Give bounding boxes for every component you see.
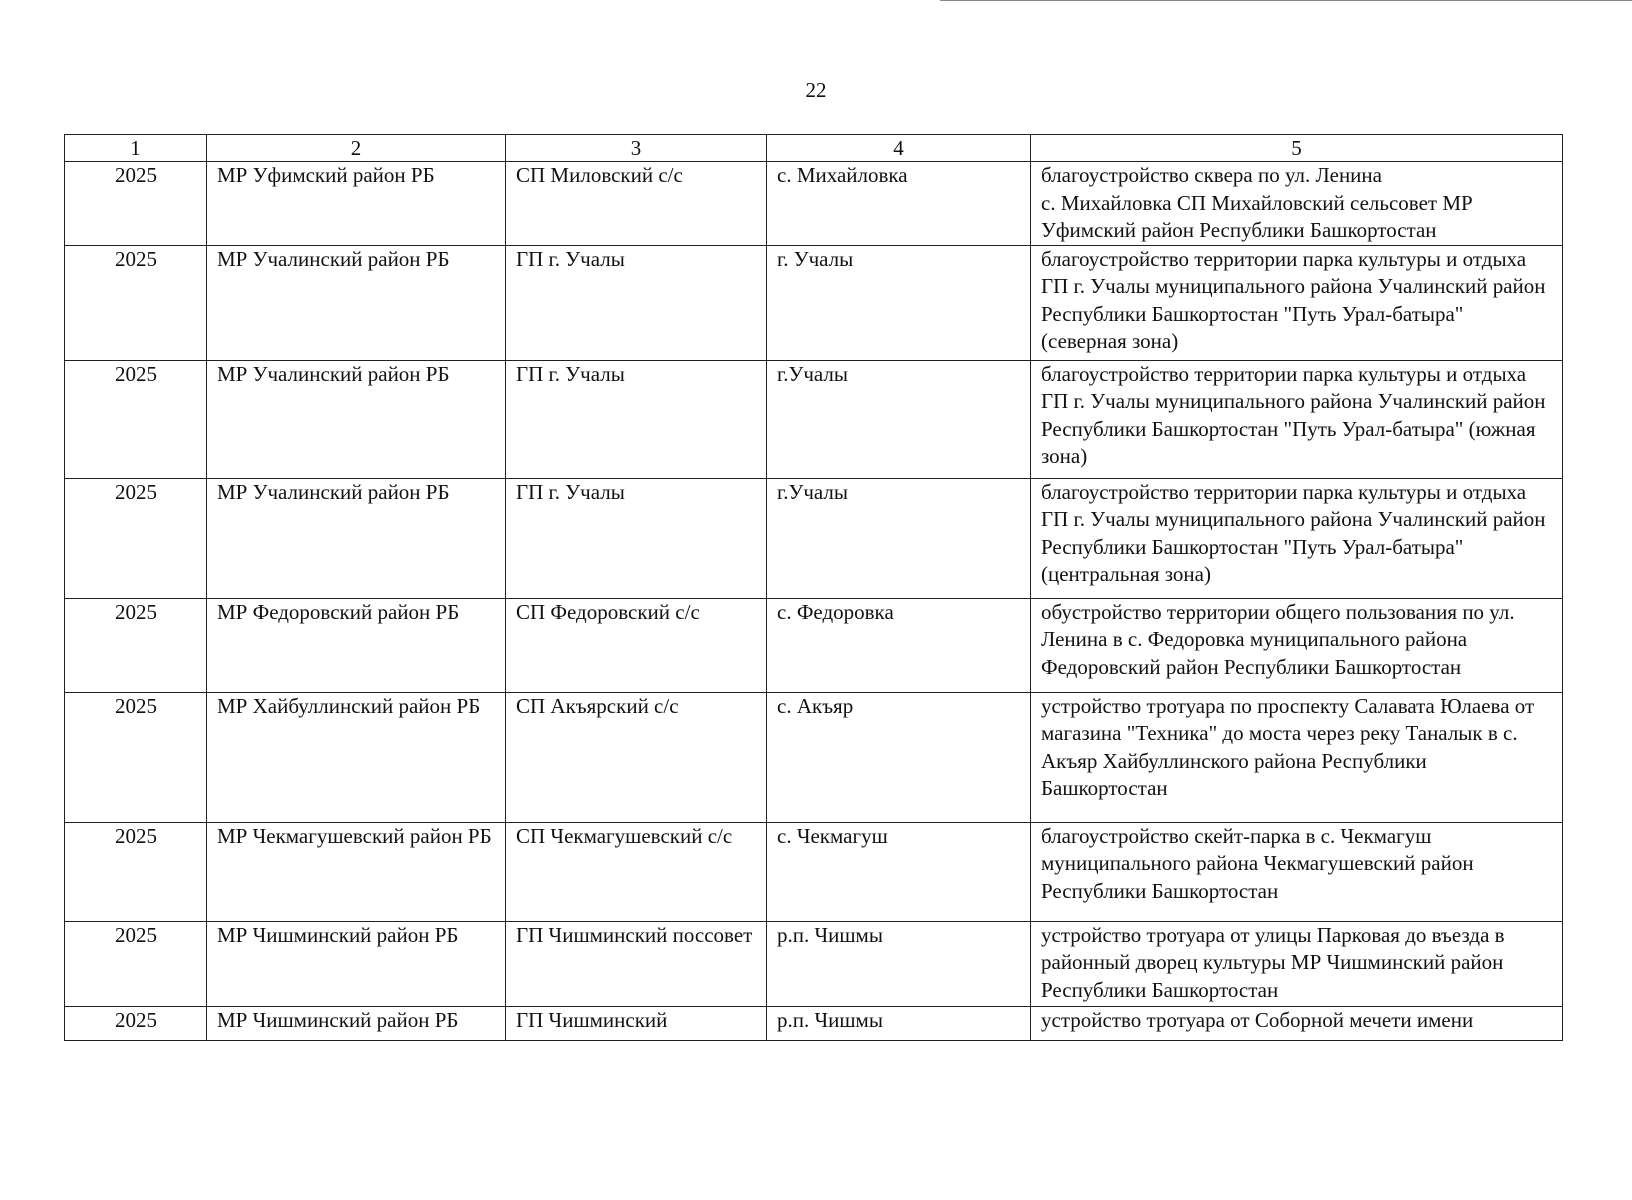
settlement-cell: ГП г. Учалы xyxy=(506,478,767,598)
locality-cell: г.Учалы xyxy=(767,478,1031,598)
year-cell: 2025 xyxy=(65,822,207,921)
district-cell: МР Чишминский район РБ xyxy=(207,921,506,1006)
column-header: 4 xyxy=(767,135,1031,162)
table-row xyxy=(65,478,1563,598)
column-header: 2 xyxy=(207,135,506,162)
page-number: 22 xyxy=(805,78,827,102)
table-row xyxy=(65,822,1563,921)
table-row xyxy=(65,162,1563,246)
year-cell: 2025 xyxy=(65,1006,207,1040)
locality-cell: с. Михайловка xyxy=(767,162,1031,246)
table-row xyxy=(65,360,1563,478)
description-cell: благоустройство территории парка культуры и отдыха ГП г. Учалы муниципального района Учалинский район Республики Башкортостан "Путь Урал-батыра" (северная зона) xyxy=(1031,245,1563,360)
table-row xyxy=(65,1006,1563,1040)
year-cell: 2025 xyxy=(65,162,207,246)
table-header-row xyxy=(65,135,1563,162)
year-cell: 2025 xyxy=(65,692,207,822)
locality-cell: р.п. Чишмы xyxy=(767,1006,1031,1040)
column-header: 1 xyxy=(65,135,207,162)
description-cell: благоустройство скейт-парка в с. Чекмагуш муниципального района Чекмагушевский район Республики Башкортостан xyxy=(1031,822,1563,921)
settlement-cell: СП Миловский с/с xyxy=(506,162,767,246)
projects-table xyxy=(64,134,1563,1041)
settlement-cell: ГП г. Учалы xyxy=(506,360,767,478)
year-cell: 2025 xyxy=(65,478,207,598)
settlement-cell: ГП Чишминский поссовет xyxy=(506,921,767,1006)
district-cell: МР Федоровский район РБ xyxy=(207,598,506,692)
locality-cell: с. Акъяр xyxy=(767,692,1031,822)
locality-cell: с. Чекмагуш xyxy=(767,822,1031,921)
table-row xyxy=(65,598,1563,692)
description-cell: благоустройство территории парка культуры и отдыха ГП г. Учалы муниципального района Учалинский район Республики Башкортостан "Путь Урал-батыра" (южная зона) xyxy=(1031,360,1563,478)
settlement-cell: ГП Чишминский xyxy=(506,1006,767,1040)
district-cell: МР Учалинский район РБ xyxy=(207,478,506,598)
scan-edge-line xyxy=(940,0,1632,1)
settlement-cell: СП Акъярский с/с xyxy=(506,692,767,822)
settlement-cell: СП Чекмагушевский с/с xyxy=(506,822,767,921)
settlement-cell: ГП г. Учалы xyxy=(506,245,767,360)
table-row xyxy=(65,245,1563,360)
year-cell: 2025 xyxy=(65,360,207,478)
year-cell: 2025 xyxy=(65,245,207,360)
locality-cell: г. Учалы xyxy=(767,245,1031,360)
settlement-cell: СП Федоровский с/с xyxy=(506,598,767,692)
locality-cell: с. Федоровка xyxy=(767,598,1031,692)
year-cell: 2025 xyxy=(65,598,207,692)
locality-cell: р.п. Чишмы xyxy=(767,921,1031,1006)
description-cell: благоустройство сквера по ул. Ленина с. Михайловка СП Михайловский сельсовет МР Уфимский район Республики Башкортостан xyxy=(1031,162,1563,246)
column-header: 3 xyxy=(506,135,767,162)
description-cell: устройство тротуара по проспекту Салавата Юлаева от магазина "Техника" до моста через реку Таналык в с. Акъяр Хайбуллинского района Республики Башкортостан xyxy=(1031,692,1563,822)
year-cell: 2025 xyxy=(65,921,207,1006)
description-cell: устройство тротуара от Соборной мечети имени xyxy=(1031,1006,1563,1040)
district-cell: МР Уфимский район РБ xyxy=(207,162,506,246)
district-cell: МР Учалинский район РБ xyxy=(207,360,506,478)
table-row xyxy=(65,692,1563,822)
locality-cell: г.Учалы xyxy=(767,360,1031,478)
district-cell: МР Чекмагушевский район РБ xyxy=(207,822,506,921)
district-cell: МР Чишминский район РБ xyxy=(207,1006,506,1040)
district-cell: МР Учалинский район РБ xyxy=(207,245,506,360)
column-header: 5 xyxy=(1031,135,1563,162)
description-cell: обустройство территории общего пользования по ул. Ленина в с. Федоровка муниципального района Федоровский район Республики Башкортостан xyxy=(1031,598,1563,692)
district-cell: МР Хайбуллинский район РБ xyxy=(207,692,506,822)
description-cell: устройство тротуара от улицы Парковая до въезда в районный дворец культуры МР Чишминский район Республики Башкортостан xyxy=(1031,921,1563,1006)
table-row xyxy=(65,921,1563,1006)
description-cell: благоустройство территории парка культуры и отдыха ГП г. Учалы муниципального района Учалинский район Республики Башкортостан "Путь Урал-батыра" (центральная зона) xyxy=(1031,478,1563,598)
